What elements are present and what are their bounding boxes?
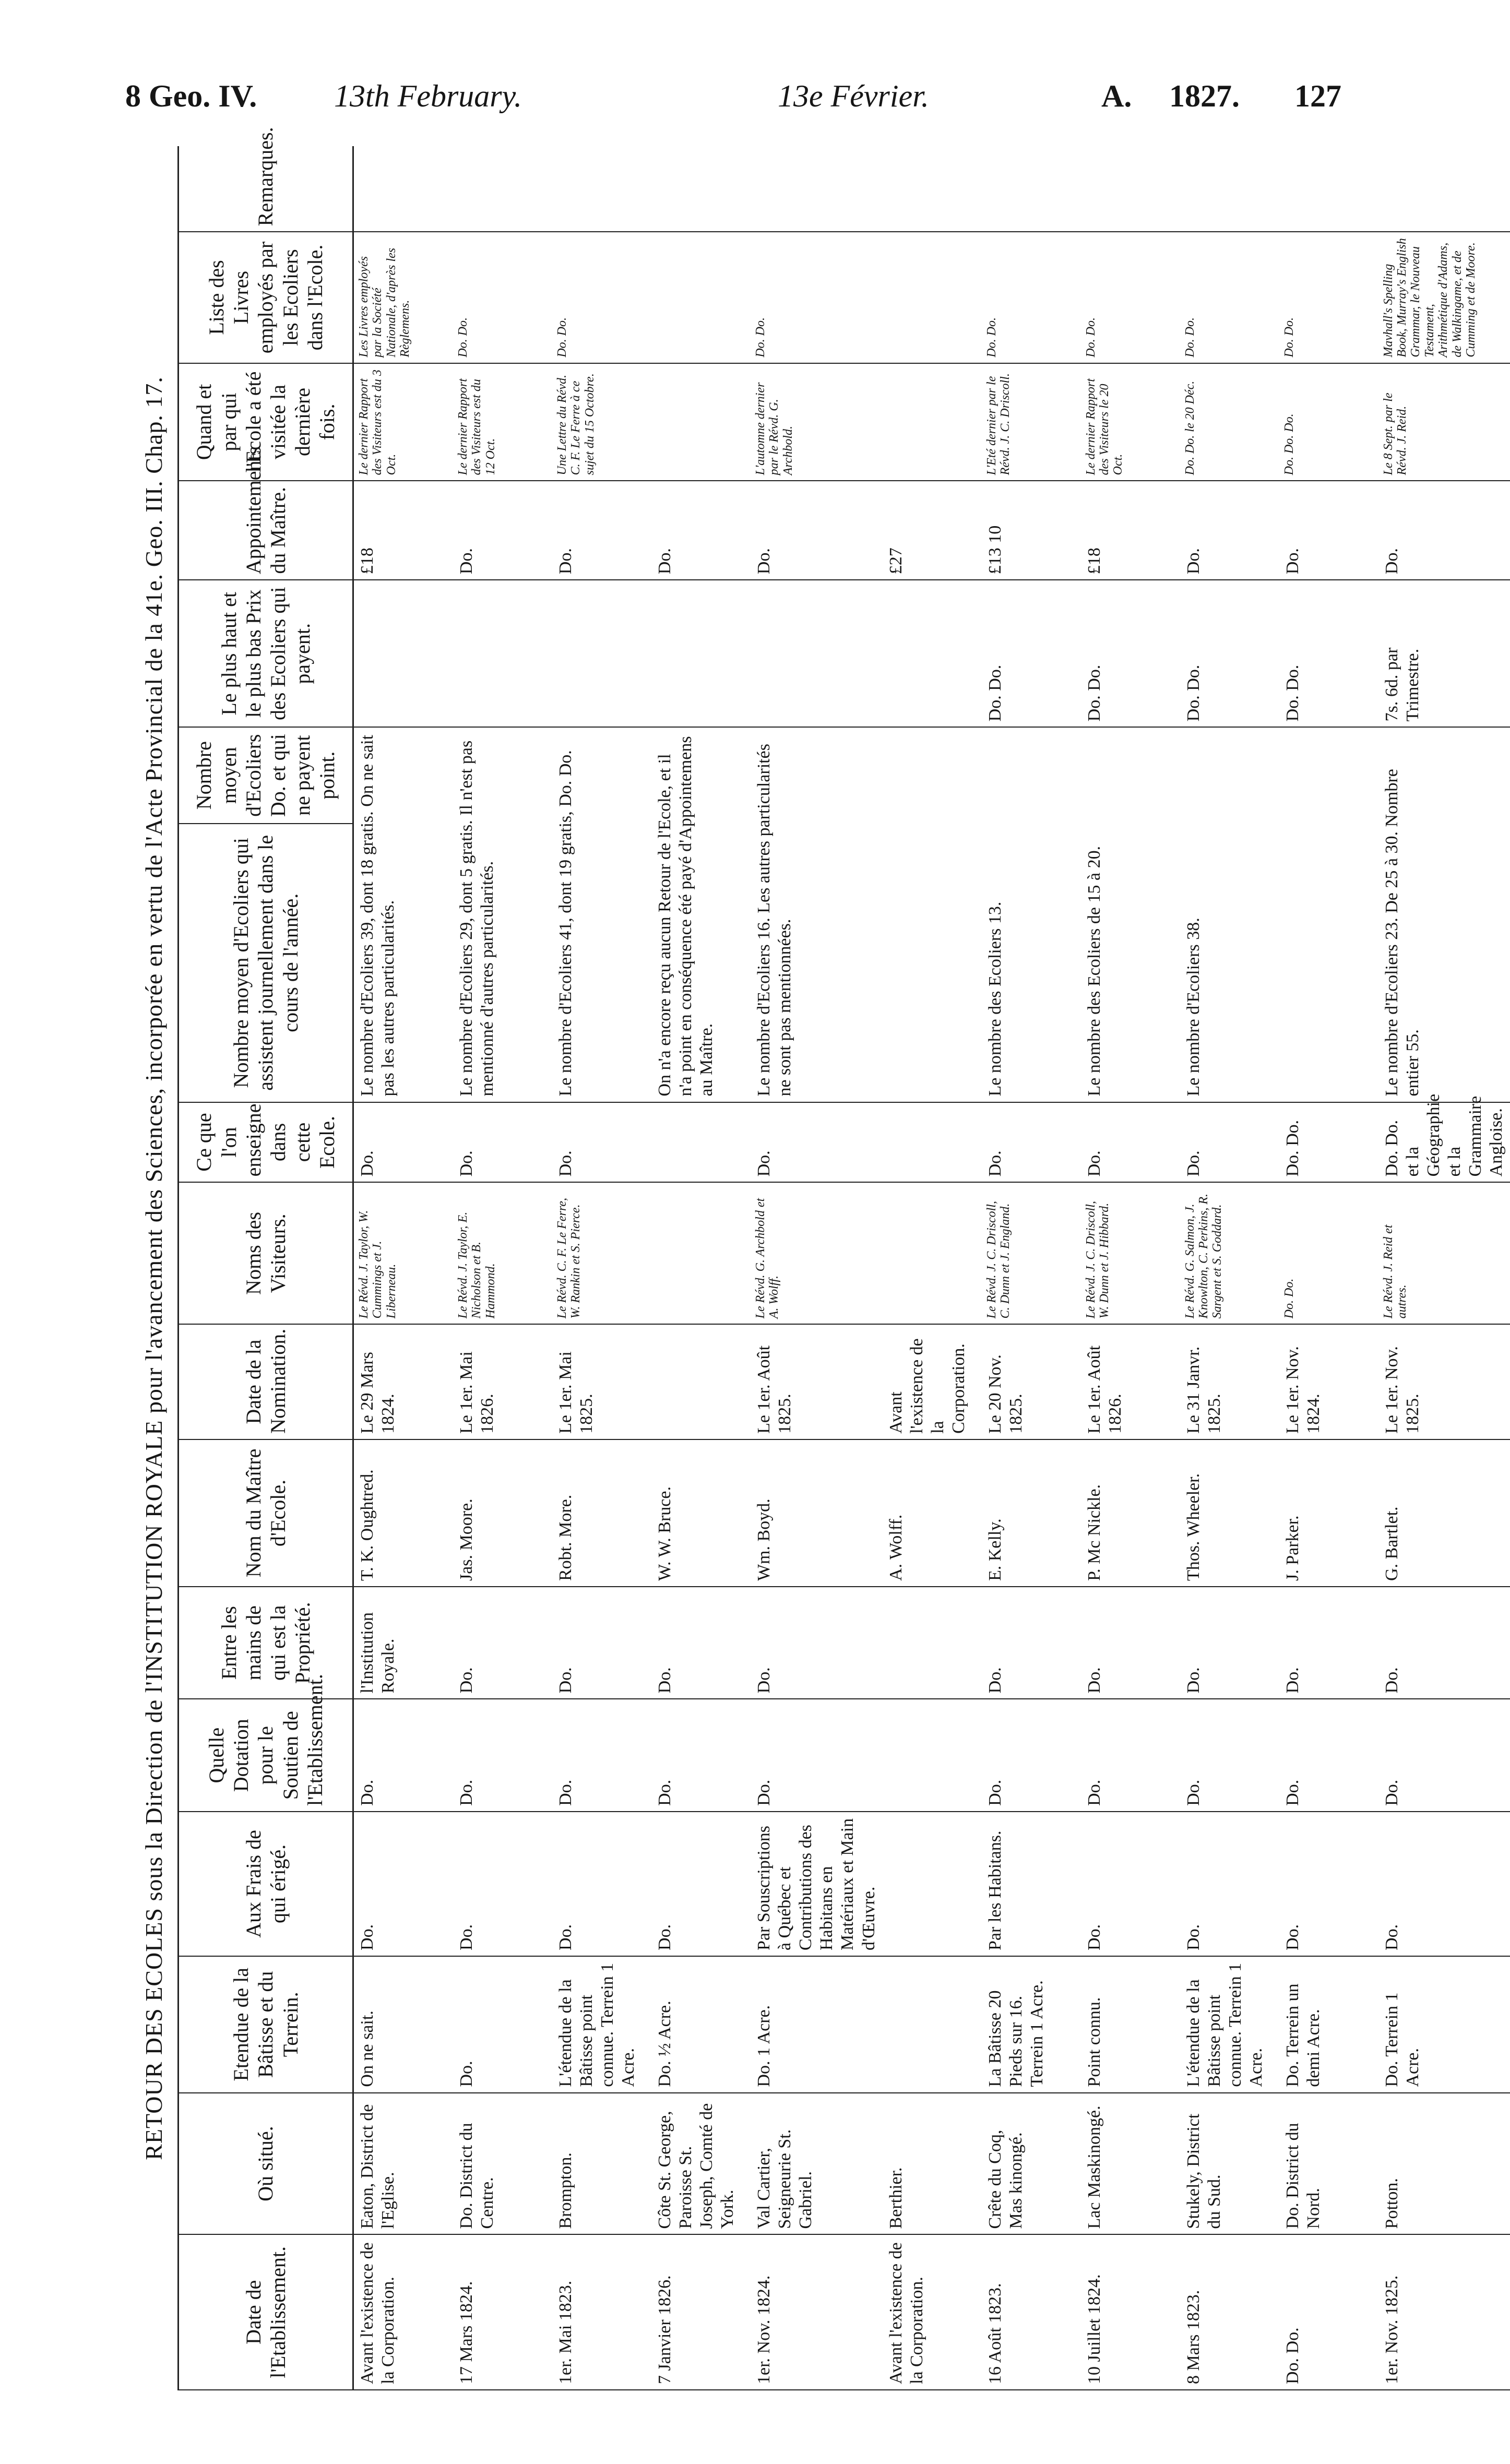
date-french: 13e Février.: [778, 79, 929, 113]
cell-lieu: Berthier.: [883, 2093, 982, 2235]
cell-prix: [651, 580, 751, 727]
cell-livres: Do. Do.: [751, 232, 883, 363]
cell-visiteurs: Le Révd. G. Archbold et A. Wolff.: [751, 1182, 883, 1324]
cell-visite: [651, 363, 751, 481]
cell-nomination: Avant l'existence de la Corporation.: [883, 1324, 982, 1439]
cell-enseigne: Do.: [552, 1102, 651, 1183]
cell-maitre: Jas. Moore.: [453, 1439, 552, 1587]
column-header: Noms des Visiteurs.: [179, 1182, 353, 1324]
cell-etendue: Do. Terrein un demi Acre.: [1279, 1956, 1378, 2093]
cell-prix: Do. Do.: [982, 580, 1081, 727]
cell-date: 1er. Nov. 1825.: [1378, 2234, 1510, 2390]
cell-nomination: Le 1er. Août 1826.: [1081, 1324, 1180, 1439]
cell-frais: Do.: [1081, 1812, 1180, 1956]
cell-remarques: [883, 146, 982, 232]
cell-propriete: Do.: [751, 1587, 883, 1699]
column-header: Aux Frais de qui érigé.: [179, 1812, 353, 1956]
cell-visite: L'Eté dernier par le Révd. J. C. Driscoll.: [982, 363, 1081, 481]
cell-enseigne: Do.: [353, 1102, 454, 1183]
cell-nomination: Le 1er. Nov. 1824.: [1279, 1324, 1378, 1439]
cell-propriete: Do.: [982, 1587, 1081, 1699]
cell-moyen: Le nombre d'Ecoliers 39, dont 18 gratis. On ne sait pas les autres particularités.: [353, 727, 454, 1102]
cell-date: Do. Do.: [1279, 2234, 1378, 2390]
cell-dotation: [883, 1699, 982, 1811]
table-row: [751, 146, 883, 2390]
column-header: Quelle Dotation pour le Soutien de l'Etablissement.: [179, 1699, 353, 1811]
cell-dotation: Do.: [353, 1699, 454, 1811]
cell-visiteurs: Le Révd. J. C. Driscoll, C. Dunn et J. England.: [982, 1182, 1081, 1324]
cell-frais: Do.: [1180, 1812, 1279, 1956]
cell-frais: Par Souscriptions à Québec et Contributions des Habitans en Matériaux et Main d'Œuvre.: [751, 1812, 883, 1956]
cell-enseigne: Do.: [751, 1102, 883, 1183]
table-row: [1378, 146, 1510, 2390]
cell-etendue: Do.: [453, 1956, 552, 2093]
cell-visite: Do. Do. le 20 Déc.: [1180, 363, 1279, 481]
cell-livres: Mavhall's Spelling Book, Murray's English Grammar, le Nouveau Testament, Arithmétique d'Adams, de Walkingame, et de Cumming et de Moore.: [1378, 232, 1510, 363]
cell-prix: Do. Do.: [1279, 580, 1378, 727]
cell-appoint: Do.: [651, 481, 751, 580]
cell-livres: [883, 232, 982, 363]
cell-maitre: J. Parker.: [1279, 1439, 1378, 1587]
cell-frais: Do.: [1279, 1812, 1378, 1956]
cell-appoint: Do.: [1279, 481, 1378, 580]
page-number: 127: [1294, 79, 1341, 113]
cell-appoint: Do.: [1180, 481, 1279, 580]
cell-moyen: Le nombre d'Ecoliers 38.: [1180, 727, 1279, 1102]
cell-remarques: [1279, 146, 1378, 232]
cell-date: 1er. Nov. 1824.: [751, 2234, 883, 2390]
cell-remarques: [1081, 146, 1180, 232]
cell-enseigne: Do.: [1180, 1102, 1279, 1183]
cell-visite: Le dernier Rapport des Visiteurs le 20 Oct.: [1081, 363, 1180, 481]
cell-visiteurs: [651, 1182, 751, 1324]
cell-lieu: Val Cartier, Seigneurie St. Gabriel.: [751, 2093, 883, 2235]
date-english: 13th February.: [334, 79, 522, 113]
table-row: [453, 146, 552, 2390]
cell-maitre: P. Mc Nickle.: [1081, 1439, 1180, 1587]
cell-dotation: Do.: [552, 1699, 651, 1811]
cell-visite: Le 8 Sept. par le Révd. J. Reid.: [1378, 363, 1510, 481]
column-header: Etendue de la Bâtisse et du Terrein.: [179, 1956, 353, 2093]
column-header: Appointements du Maître.: [179, 481, 353, 580]
cell-dotation: Do.: [751, 1699, 883, 1811]
cell-lieu: Crête du Coq, Mas kinongé.: [982, 2093, 1081, 2235]
cell-remarques: [1378, 146, 1510, 232]
cell-enseigne: [883, 1102, 982, 1183]
table-title: RETOUR DES ECOLES sous la Direction de l'INSTITUTION ROYALE pour l'avancement des Sciences, incorporée en vertu de l'Acte Provincial de la 41e. Geo. III. Chap. 17.: [140, 376, 167, 2160]
cell-propriete: Do.: [651, 1587, 751, 1699]
cell-maitre: Wm. Boyd.: [751, 1439, 883, 1587]
column-header: Date de l'Etablissement.: [179, 2234, 353, 2390]
cell-moyen: Le nombre d'Ecoliers 16. Les autres particularités ne sont pas mentionnées.: [751, 727, 883, 1102]
cell-date: 17 Mars 1824.: [453, 2234, 552, 2390]
cell-etendue: Do. 1 Acre.: [751, 1956, 883, 2093]
cell-nomination: Le 29 Mars 1824.: [353, 1324, 454, 1439]
cell-appoint: Do.: [453, 481, 552, 580]
cell-remarques: [552, 146, 651, 232]
cell-visiteurs: Le Révd. J. Taylor, E. Nicholson et B. Hammond.: [453, 1182, 552, 1324]
cell-frais: Do.: [1378, 1812, 1510, 1956]
cell-visiteurs: Le Révd. G. Salmon, J. Knowlton, C. Perkins, R. Sargent et S. Goddard.: [1180, 1182, 1279, 1324]
column-header: Date de la Nomination.: [179, 1324, 353, 1439]
column-header: Nombre moyen d'Ecoliers Do. et qui ne payent point.: [179, 727, 353, 824]
cell-moyen: [883, 727, 982, 1102]
cell-maitre: W. W. Bruce.: [651, 1439, 751, 1587]
cell-maitre: T. K. Oughtred.: [353, 1439, 454, 1587]
schools-return-table: [177, 127, 1510, 2390]
cell-date: 10 Juillet 1824.: [1081, 2234, 1180, 2390]
cell-prix: [453, 580, 552, 727]
cell-remarques: [982, 146, 1081, 232]
cell-appoint: Do.: [1378, 481, 1510, 580]
cell-remarques: [453, 146, 552, 232]
cell-livres: Do. Do.: [1081, 232, 1180, 363]
cell-prix: Do. Do.: [1180, 580, 1279, 727]
cell-lieu: Potton.: [1378, 2093, 1510, 2235]
cell-appoint: £18: [1081, 481, 1180, 580]
cell-nomination: Le 20 Nov. 1825.: [982, 1324, 1081, 1439]
cell-appoint: Do.: [751, 481, 883, 580]
cell-propriete: Do.: [1279, 1587, 1378, 1699]
regnal-year: 8 Geo. IV.: [125, 79, 257, 113]
cell-enseigne: Do. Do. et la Géographie et la Grammaire Angloise.: [1378, 1102, 1510, 1183]
cell-date: Avant l'existence de la Corporation.: [353, 2234, 454, 2390]
cell-dotation: Do.: [982, 1699, 1081, 1811]
table-row: [1279, 146, 1378, 2390]
cell-prix: [552, 580, 651, 727]
cell-remarques: [751, 146, 883, 232]
table-row: [651, 146, 751, 2390]
cell-visite: [883, 363, 982, 481]
cell-propriete: Do.: [1081, 1587, 1180, 1699]
cell-frais: Do.: [552, 1812, 651, 1956]
cell-dotation: Do.: [651, 1699, 751, 1811]
cell-lieu: Brompton.: [552, 2093, 651, 2235]
table-row: [982, 146, 1081, 2390]
cell-remarques: [353, 146, 454, 232]
column-header: Remarques.: [179, 146, 353, 232]
cell-moyen: On n'a encore reçu aucun Retour de l'Ecole, et il n'a point en conséquence été payé d'Appointemens au Maître.: [651, 727, 751, 1102]
cell-date: 1er. Mai 1823.: [552, 2234, 651, 2390]
cell-livres: Do. Do.: [453, 232, 552, 363]
cell-etendue: Do. ½ Acre.: [651, 1956, 751, 2093]
column-header: Ce que l'on enseigne dans cette Ecole.: [179, 1102, 353, 1183]
cell-livres: [651, 232, 751, 363]
cell-prix: [883, 580, 982, 727]
cell-nomination: [651, 1324, 751, 1439]
cell-visiteurs: Le Révd. J. Taylor, W. Cummings et J. Liberneau.: [353, 1182, 454, 1324]
cell-moyen: Le nombre d'Ecoliers 29, dont 5 gratis. Il n'est pas mentionné d'autres particularités.: [453, 727, 552, 1102]
cell-maitre: A. Wolff.: [883, 1439, 982, 1587]
cell-date: 16 Août 1823.: [982, 2234, 1081, 2390]
cell-lieu: Stukely, District du Sud.: [1180, 2093, 1279, 2235]
table-row: [883, 146, 982, 2390]
cell-dotation: Do.: [1081, 1699, 1180, 1811]
cell-livres: Do. Do.: [552, 232, 651, 363]
column-header: Où situé.: [179, 2093, 353, 2235]
column-header: Quand et par qui l'Ecole a été visitée la dernière fois.: [179, 363, 353, 481]
cell-visite: Le dernier Rapport des Visiteurs est du 3 Oct.: [353, 363, 454, 481]
cell-maitre: G. Bartlet.: [1378, 1439, 1510, 1587]
cell-date: Avant l'existence de la Corporation.: [883, 2234, 982, 2390]
cell-propriete: Do.: [1378, 1587, 1510, 1699]
cell-etendue: [883, 1956, 982, 2093]
column-header: Liste des Livres employés par les Ecoliers dans l'Ecole.: [179, 232, 353, 363]
table-row: [1180, 146, 1279, 2390]
cell-visite: Do. Do. Do.: [1279, 363, 1378, 481]
table-row: [552, 146, 651, 2390]
table-body: [353, 146, 1510, 2390]
cell-propriete: Do.: [552, 1587, 651, 1699]
cell-visite: Le dernier Rapport des Visiteurs est du 12 Oct.: [453, 363, 552, 481]
cell-frais: Do.: [353, 1812, 454, 1956]
cell-nomination: Le 1er. Mai 1826.: [453, 1324, 552, 1439]
cell-etendue: L'étendue de la Bâtisse point connue. Terrein 1 Acre.: [552, 1956, 651, 2093]
cell-enseigne: Do.: [453, 1102, 552, 1183]
cell-frais: Do.: [453, 1812, 552, 1956]
column-header: Nom du Maître d'Ecole.: [179, 1439, 353, 1587]
cell-appoint: Do.: [552, 481, 651, 580]
cell-visite: Une Lettre du Révd. C. F. Le Ferre à ce sujet du 15 Octobre.: [552, 363, 651, 481]
cell-dotation: Do.: [1180, 1699, 1279, 1811]
cell-maitre: Robt. More.: [552, 1439, 651, 1587]
cell-moyen: [1279, 727, 1378, 1102]
cell-livres: Les Livres employés par la Société Nationale, d'après les Règlemens.: [353, 232, 454, 363]
cell-dotation: Do.: [453, 1699, 552, 1811]
cell-moyen: Le nombre d'Ecoliers 23. De 25 à 30. Nombre entier 55.: [1378, 727, 1510, 1102]
cell-etendue: Do. Terrein 1 Acre.: [1378, 1956, 1510, 2093]
cell-etendue: On ne sait.: [353, 1956, 454, 2093]
cell-frais: [883, 1812, 982, 1956]
cell-propriete: [883, 1587, 982, 1699]
cell-visiteurs: [883, 1182, 982, 1324]
cell-visiteurs: Le Révd. J. C. Driscoll, W. Dunn et J. Hibbard.: [1081, 1182, 1180, 1324]
reference-letter: A.: [1101, 79, 1132, 113]
cell-visite: L'automne dernier par le Révd. G. Archbold.: [751, 363, 883, 481]
cell-propriete: l'Institution Royale.: [353, 1587, 454, 1699]
cell-dotation: Do.: [1378, 1699, 1510, 1811]
cell-prix: [353, 580, 454, 727]
cell-etendue: La Bâtisse 20 Pieds sur 16. Terrein 1 Acre.: [982, 1956, 1081, 2093]
cell-enseigne: Do.: [982, 1102, 1081, 1183]
cell-visiteurs: Le Révd. C. F. Le Ferre, W. Rankin et S. Pierce.: [552, 1182, 651, 1324]
cell-appoint: £18: [353, 481, 454, 580]
column-header: Le plus haut et le plus bas Prix des Ecoliers qui payent.: [179, 580, 353, 727]
cell-moyen: Le nombre des Ecoliers 13.: [982, 727, 1081, 1102]
column-header: Nombre moyen d'Ecoliers qui assistent journellement dans le cours de l'année.: [179, 824, 353, 1102]
cell-propriete: Do.: [453, 1587, 552, 1699]
cell-lieu: Eaton, District de l'Eglise.: [353, 2093, 454, 2235]
cell-livres: Do. Do.: [1180, 232, 1279, 363]
cell-moyen: Le nombre d'Ecoliers 41, dont 19 gratis, Do. Do.: [552, 727, 651, 1102]
cell-appoint: £13 10: [982, 481, 1081, 580]
column-header: Entre les mains de qui est la Propriété.: [179, 1587, 353, 1699]
cell-maitre: Thos. Wheeler.: [1180, 1439, 1279, 1587]
cell-lieu: Lac Maskinongé.: [1081, 2093, 1180, 2235]
cell-dotation: Do.: [1279, 1699, 1378, 1811]
cell-lieu: Do. District du Centre.: [453, 2093, 552, 2235]
cell-date: 8 Mars 1823.: [1180, 2234, 1279, 2390]
cell-etendue: L'étendue de la Bâtisse point connue. Terrein 1 Acre.: [1180, 1956, 1279, 2093]
cell-enseigne: [651, 1102, 751, 1183]
table-row: [353, 146, 454, 2390]
cell-etendue: Point connu.: [1081, 1956, 1180, 2093]
cell-enseigne: Do. Do.: [1279, 1102, 1378, 1183]
cell-date: 7 Janvier 1826.: [651, 2234, 751, 2390]
page-header: [0, 78, 1482, 136]
cell-nomination: Le 31 Janvr. 1825.: [1180, 1324, 1279, 1439]
cell-visiteurs: Do. Do.: [1279, 1182, 1378, 1324]
cell-appoint: £27: [883, 481, 982, 580]
cell-remarques: [651, 146, 751, 232]
cell-lieu: Do. District du Nord.: [1279, 2093, 1378, 2235]
cell-enseigne: Do.: [1081, 1102, 1180, 1183]
year: 1827.: [1169, 79, 1240, 113]
cell-lieu: Côte St. George, Paroisse St. Joseph, Comté de York.: [651, 2093, 751, 2235]
cell-livres: Do. Do.: [1279, 232, 1378, 363]
cell-nomination: Le 1er. Nov. 1825.: [1378, 1324, 1510, 1439]
cell-propriete: Do.: [1180, 1587, 1279, 1699]
cell-maitre: E. Kelly.: [982, 1439, 1081, 1587]
cell-nomination: Le 1er. Août 1825.: [751, 1324, 883, 1439]
cell-frais: Par les Habitans.: [982, 1812, 1081, 1956]
cell-visiteurs: Le Révd. J. Reid et autres.: [1378, 1182, 1510, 1324]
cell-prix: 7s. 6d. par Trimestre.: [1378, 580, 1510, 727]
cell-nomination: Le 1er. Mai 1825.: [552, 1324, 651, 1439]
cell-moyen: Le nombre des Ecoliers de 15 à 20.: [1081, 727, 1180, 1102]
table-row: [1081, 146, 1180, 2390]
column-header-row: [179, 146, 353, 2390]
rotated-return-table: [130, 127, 1506, 2390]
cell-prix: Do. Do.: [1081, 580, 1180, 727]
cell-prix: [751, 580, 883, 727]
cell-livres: Do. Do.: [982, 232, 1081, 363]
cell-frais: Do.: [651, 1812, 751, 1956]
cell-remarques: [1180, 146, 1279, 232]
